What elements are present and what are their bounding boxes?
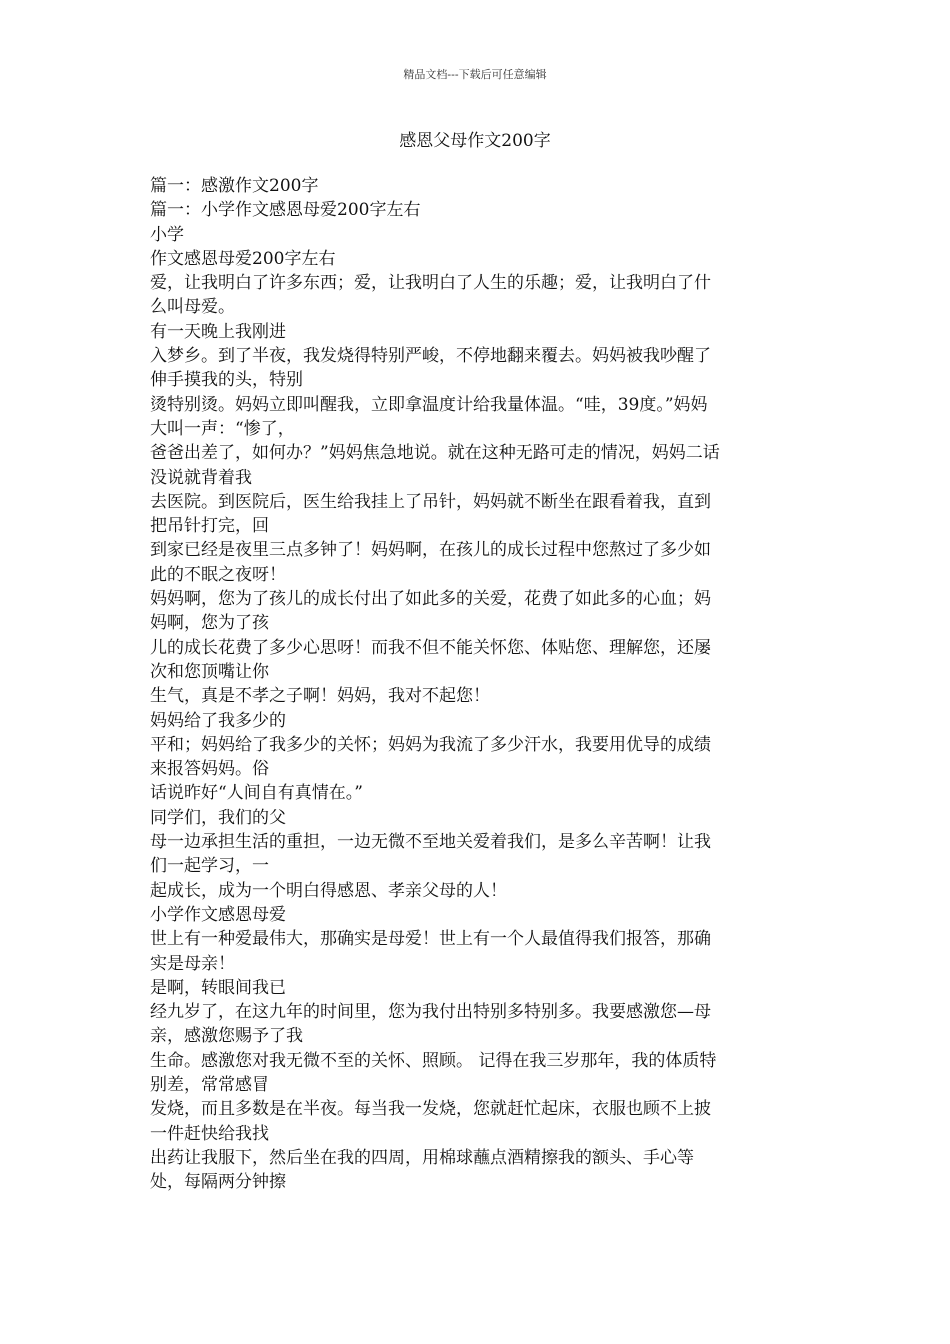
text-line: 大叫一声：“惨了， xyxy=(150,418,295,439)
text-line: 么叫母爱。 xyxy=(150,297,235,318)
text-line: 爱，让我明白了许多东西；爱，让我明白了人生的乐趣；爱，让我明白了什 xyxy=(150,273,711,294)
text-line: 儿的成长花费了多少心思呀！而我不但不能关怀您、体贴您、理解您，还屡 xyxy=(150,637,711,658)
text-line: 发烧，而且多数是在半夜。每当我一发烧，您就赶忙起床，衣服也顾不上披 xyxy=(150,1099,711,1120)
text-line: 伸手摸我的头，特别 xyxy=(150,370,303,391)
text-line: 世上有一种爱最伟大，那确实是母爱！世上有一个人最值得我们报答，那确 xyxy=(150,929,711,950)
text-line: 此的不眠之夜呀！ xyxy=(150,564,286,585)
text-line: 篇一：感激作文200字 xyxy=(150,176,319,196)
text-line: 处，每隔两分钟擦 xyxy=(150,1172,286,1193)
text-line: 们一起学习，一 xyxy=(150,856,269,877)
text-line: 妈妈给了我多少的 xyxy=(150,710,286,731)
text-line: 出药让我服下，然后坐在我的四周，用棉球蘸点酒精擦我的额头、手心等 xyxy=(150,1147,694,1168)
document-body xyxy=(150,174,798,1194)
text-line: 生气，真是不孝之子啊！妈妈，我对不起您！ xyxy=(150,686,490,707)
text-line: 妈妈啊，您为了孩儿的成长付出了如此多的关爱，花费了如此多的心血；妈 xyxy=(150,589,711,610)
text-line: 烫特别烫。妈妈立即叫醒我，立即拿温度计给我量体温。“哇，39度。”妈妈 xyxy=(150,394,708,415)
text-line: 爸爸出差了，如何办？”妈妈焦急地说。就在这种无路可走的情况，妈妈二话 xyxy=(150,443,720,464)
text-line: 是啊，转眼间我已 xyxy=(150,977,286,998)
text-line: 别差，常常感冒 xyxy=(150,1074,269,1095)
text-line: 实是母亲！ xyxy=(150,953,235,974)
text-line: 一件赶快给我找 xyxy=(150,1123,269,1144)
text-line: 去医院。到医院后，医生给我挂上了吊针，妈妈就不断坐在跟看着我，直到 xyxy=(150,491,711,512)
text-line: 生命。感激您对我无微不至的关怀、照顾。 记得在我三岁那年，我的体质特 xyxy=(150,1050,717,1071)
text-line: 次和您顶嘴让你 xyxy=(150,661,269,682)
text-line: 经九岁了，在这九年的时间里，您为我付出特别多特别多。我要感激您—母 xyxy=(150,1002,711,1023)
text-line: 有一天晚上我刚进 xyxy=(150,321,286,342)
text-line: 妈啊，您为了孩 xyxy=(150,613,269,634)
text-line: 起成长，成为一个明白得感恩、孝亲父母的人！ xyxy=(150,880,507,901)
text-line: 到家已经是夜里三点多钟了！妈妈啊，在孩儿的成长过程中您熬过了多少如 xyxy=(150,540,711,561)
document-title: 感恩父母作文200字 xyxy=(399,131,551,151)
text-line: 把吊针打完，回 xyxy=(150,516,269,537)
text-line: 来报答妈妈。俗 xyxy=(150,759,269,780)
text-line: 亲，感激您赐予了我 xyxy=(150,1026,303,1047)
text-line: 没说就背着我 xyxy=(150,467,252,488)
text-line: 话说昨好“人间自有真情在。” xyxy=(150,783,363,804)
text-line: 母一边承担生活的重担，一边无微不至地关爱着我们，是多么辛苦啊！让我 xyxy=(150,832,711,853)
text-line: 入梦乡。到了半夜，我发烧得特别严峻，不停地翻来覆去。妈妈被我吵醒了 xyxy=(150,346,711,367)
text-line: 平和；妈妈给了我多少的关怀；妈妈为我流了多少汗水，我要用优导的成绩 xyxy=(150,734,711,755)
text-line: 同学们，我们的父 xyxy=(150,807,286,828)
text-line: 小学作文感恩母爱 xyxy=(150,904,286,925)
text-line: 篇一：小学作文感恩母爱200字左右 xyxy=(150,200,421,221)
page-header: 精品文档---下载后可任意编辑 xyxy=(403,68,547,81)
text-line: 小学 xyxy=(150,224,184,245)
text-line: 作文感恩母爱200字左右 xyxy=(150,248,336,269)
